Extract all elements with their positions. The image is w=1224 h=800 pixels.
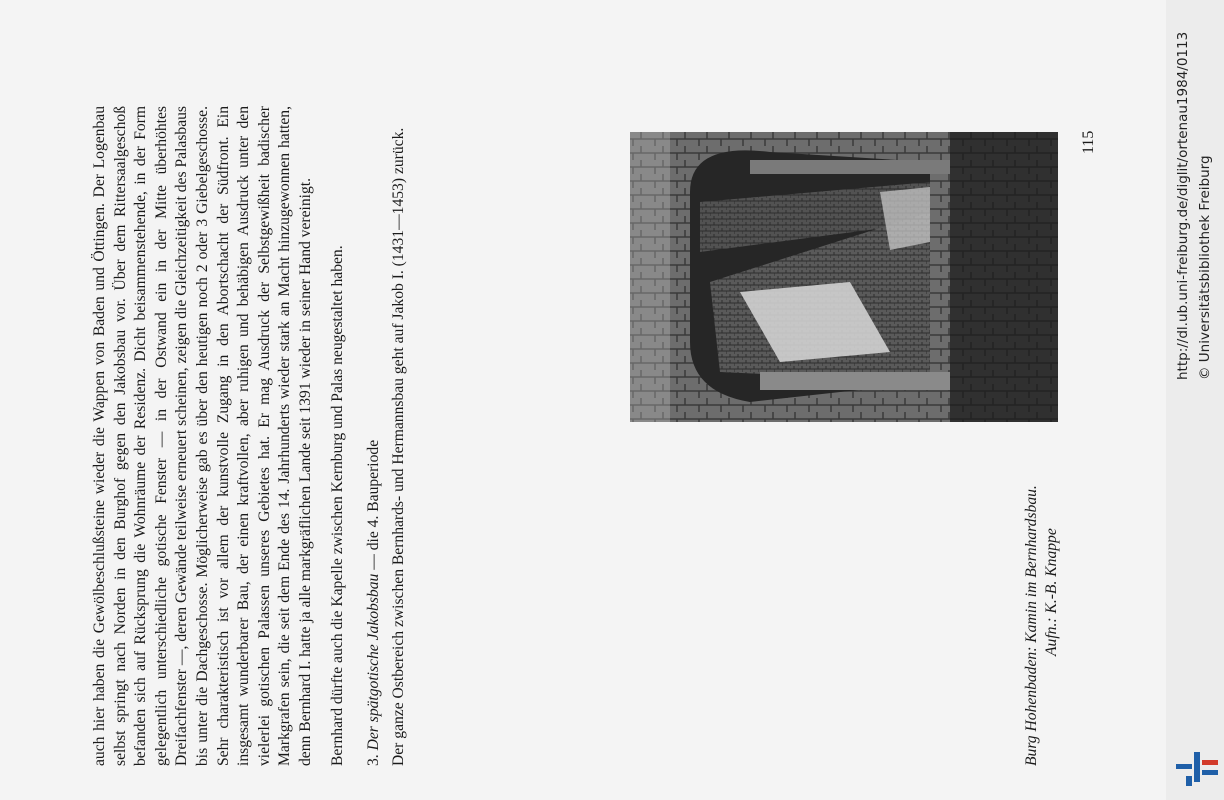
paragraph-2: Bernhard dürfte auch die Kapelle zwischen Kernburg und Palas neugestaltet haben. — [328, 245, 346, 766]
fireplace-photo — [630, 132, 1058, 422]
sidebar-text — [1175, 31, 1224, 381]
caption-line-1: Burg Hohenbaden: Kamin im Bernhardsbau. — [1023, 485, 1040, 766]
figure-caption — [1022, 406, 1062, 766]
heading-suffix: — die 4. Bauperiode — [365, 439, 383, 574]
paragraph-3: Der ganze Ostbereich zwischen Bernhards- und Hermannsbau geht auf Jakob I. (1431—1453) zurück. — [389, 127, 407, 766]
page-number: 115 — [1080, 130, 1097, 154]
heading-number: 3. — [365, 754, 383, 766]
paragraph-1: auch hier haben die Gewölbeschlußsteine wieder die Wappen von Baden und Öttingen. Der Logenbau selbst springt nach Norden in den Burghof gegen den Jakobsbau vor. Über dem Rittersaalgeschoß befanden sich auf Rücksprung die Wohnräume der Residenz. Dicht beisammenstehende, in der Form gelegentlich unterschiedliche gotische Fenster — in der Ostwand ein in der Mitte überhöhtes Dreifachfenster —, deren Gewände teilweise erneuert scheinen, zeigen die Gleichzeitigkeit des Palasbaus bis unter die Dachgeschosse. Möglicherweise gab es über den heutigen noch 2 oder 3 Giebelgeschosse. Sehr charakteristisch ist vor allem der kunstvolle Zugang in den Abortschacht der Südfront. Ein insgesamt wunderbarer Bau, der einen kraftvollen, aber ruhigen und behäbigen Ausdruck unter den vielerlei gotischen Palassen unseres Gebietes hat. Er mag Ausdruck der Selbstgewißheit badischer Markgrafen sein, die seit dem Ende des 14. Jahrhunderts wieder stark an Macht hinzugewonnen hatten, denn Bernhard I. hatte ja alle markgräflichen Lande seit 1391 wieder in seiner Hand vereinigt. — [91, 106, 314, 766]
photo-image — [630, 132, 1058, 422]
caption-line-2: Aufn.: K.-B. Knappe — [1043, 528, 1060, 656]
library-logo-icon — [1176, 748, 1220, 788]
section-heading — [364, 106, 385, 766]
heading-title: Der spätgotische Jakobsbau — [365, 573, 383, 751]
body-text — [90, 106, 420, 766]
copyright-notice: © Universitätsbibliothek Freiburg — [1197, 155, 1213, 380]
source-url[interactable]: http://dl.ub.uni-freiburg.de/diglit/ortenau1984/0113 — [1175, 31, 1191, 380]
